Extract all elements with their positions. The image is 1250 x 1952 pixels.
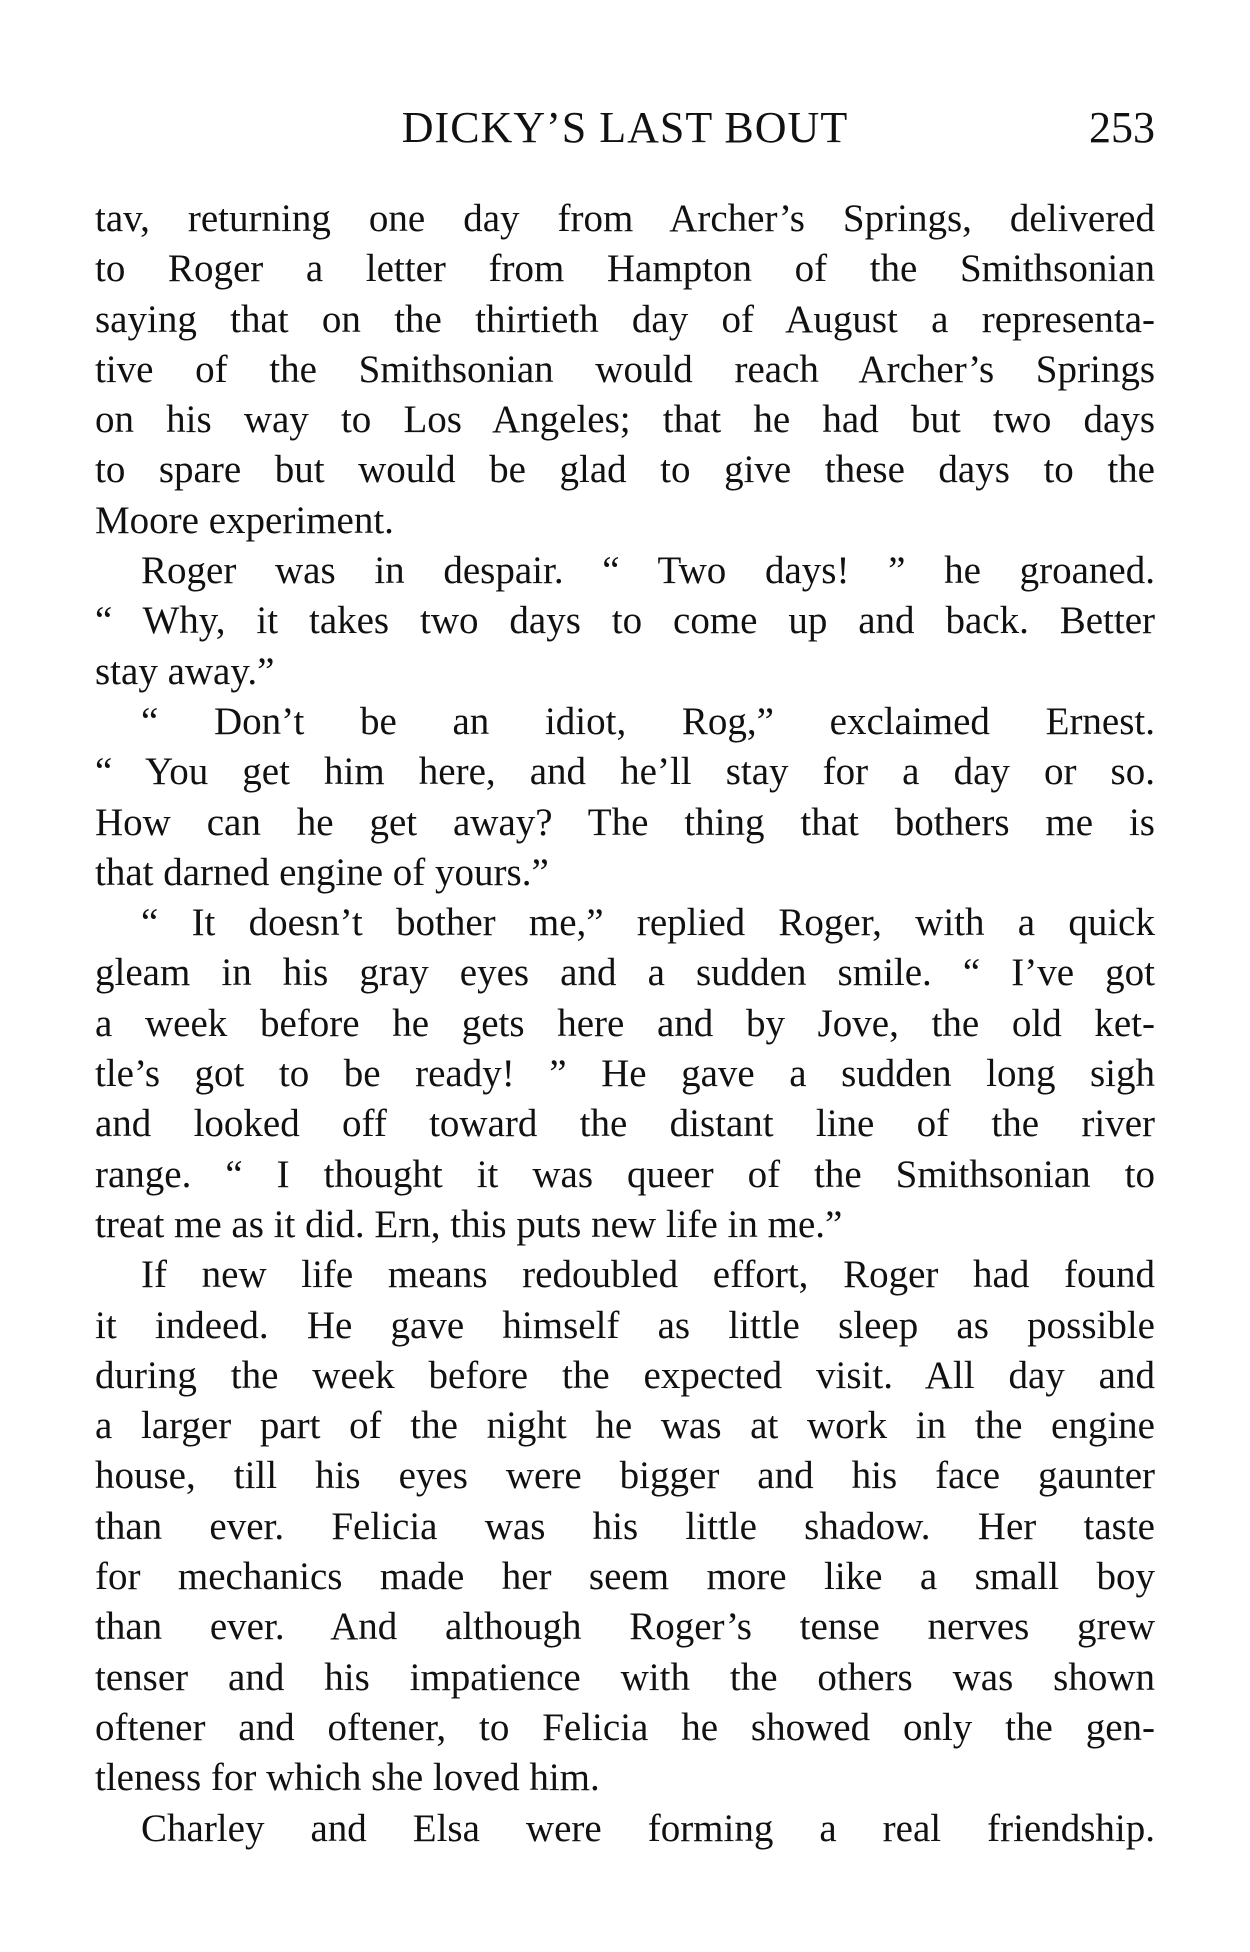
text-line: Charley and Elsa were forming a real friendship. bbox=[141, 1806, 1155, 1850]
text-line: and looked off toward the distant line of the river bbox=[95, 1102, 1155, 1146]
text-line: house, till his eyes were bigger and his face gaunter bbox=[95, 1454, 1155, 1498]
text-line: tleness for which she loved him. bbox=[95, 1756, 600, 1800]
text-line: tav, returning one day from Archer’s Springs, delivered bbox=[95, 197, 1155, 240]
text-line: tle’s got to be ready! ” He gave a sudden long sigh bbox=[95, 1052, 1155, 1096]
text-line: If new life means redoubled effort, Roger had found bbox=[141, 1253, 1155, 1297]
text-line: it indeed. He gave himself as little sleep as possible bbox=[95, 1303, 1155, 1347]
text-line: for mechanics made her seem more like a small boy bbox=[95, 1555, 1155, 1599]
body-text bbox=[95, 194, 1155, 1854]
chapter-title: DICKY’S LAST BOUT bbox=[401, 103, 849, 152]
text-line: “ It doesn’t bother me,” replied Roger, with a quick bbox=[141, 901, 1155, 945]
text-line: that darned engine of yours.” bbox=[95, 850, 549, 894]
text-line: saying that on the thirtieth day of August a representa- bbox=[95, 297, 1155, 341]
text-line: a larger part of the night he was at work in the engine bbox=[95, 1404, 1155, 1448]
text-line: tenser and his impatience with the others was shown bbox=[95, 1655, 1155, 1699]
text-line: to Roger a letter from Hampton of the Smithsonian bbox=[95, 247, 1155, 291]
text-line: gleam in his gray eyes and a sudden smile. “ I’ve got bbox=[95, 951, 1155, 995]
text-line: oftener and oftener, to Felicia he showed only the gen- bbox=[95, 1705, 1155, 1749]
page-number: 253 bbox=[1089, 103, 1155, 152]
text-line: than ever. And although Roger’s tense nerves grew bbox=[95, 1605, 1155, 1649]
text-line: than ever. Felicia was his little shadow. Her taste bbox=[95, 1504, 1155, 1548]
text-line: treat me as it did. Ern, this puts new life in me.” bbox=[95, 1202, 843, 1246]
text-line: “ You get him here, and he’ll stay for a day or so. bbox=[95, 750, 1155, 794]
text-line: How can he get away? The thing that bothers me is bbox=[95, 800, 1155, 844]
text-line: “ Why, it takes two days to come up and back. Better bbox=[95, 599, 1155, 643]
text-line: a week before he gets here and by Jove, the old ket- bbox=[95, 1001, 1155, 1045]
text-line: “ Don’t be an idiot, Rog,” exclaimed Ernest. bbox=[141, 699, 1155, 743]
running-head bbox=[95, 98, 1155, 158]
text-line: Moore experiment. bbox=[95, 498, 394, 542]
text-line: range. “ I thought it was queer of the Smithsonian to bbox=[95, 1152, 1155, 1196]
text-line: during the week before the expected visit. All day and bbox=[95, 1353, 1155, 1397]
text-line: stay away.” bbox=[95, 649, 275, 693]
text-line: on his way to Los Angeles; that he had but two days bbox=[95, 398, 1155, 442]
text-line: Roger was in despair. “ Two days! ” he groaned. bbox=[141, 549, 1155, 593]
text-line: to spare but would be glad to give these days to the bbox=[95, 448, 1155, 492]
text-line: tive of the Smithsonian would reach Archer’s Springs bbox=[95, 347, 1155, 391]
